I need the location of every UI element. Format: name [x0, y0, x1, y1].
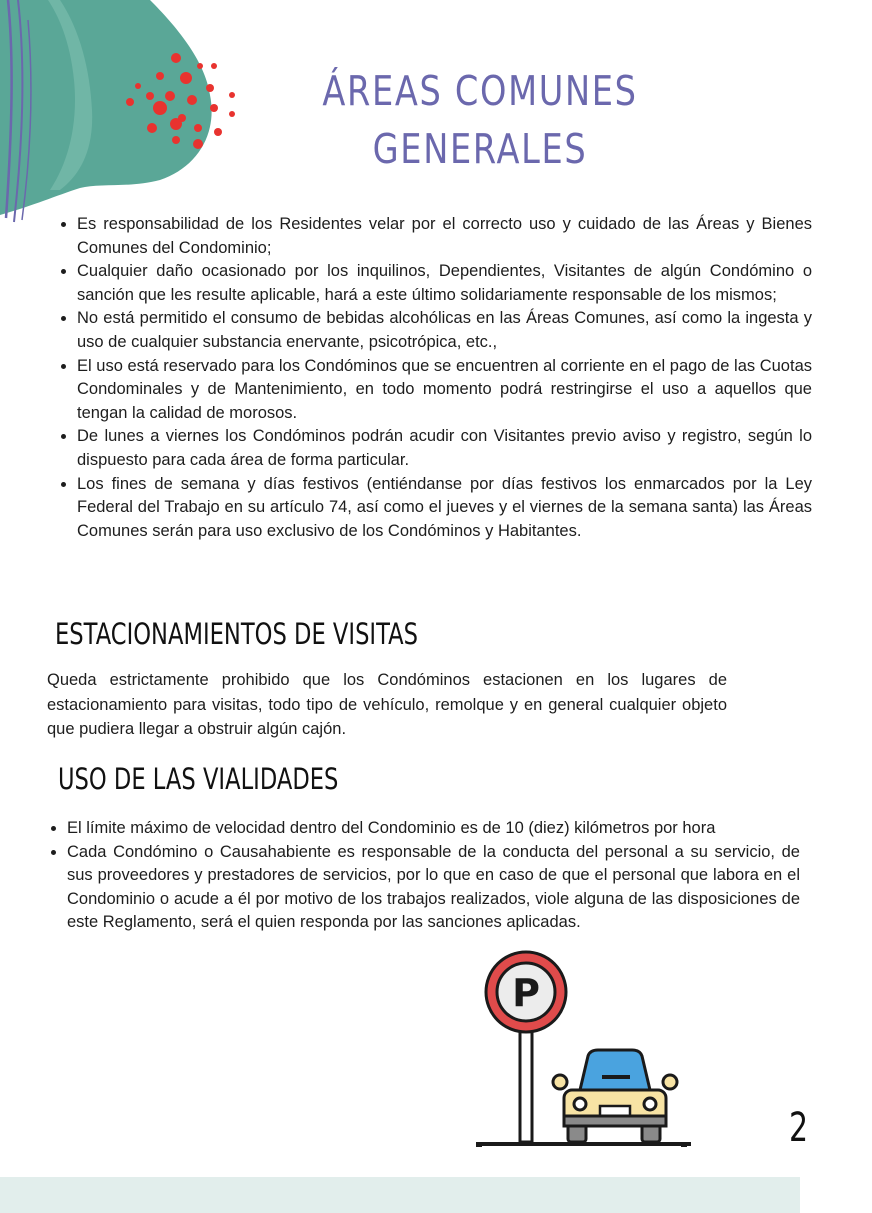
parking-car-icon: [476, 950, 691, 1150]
areas-bullet-list: [60, 213, 812, 543]
areas-list-item-text: , en todo momento podrá restringirse el uso a aquellos que tengan la calidad de morosos.: [77, 380, 812, 422]
roads-heading: USO DE LAS VIALIDADES: [58, 762, 339, 796]
areas-list-item: [60, 355, 812, 426]
roads-list-item: [50, 841, 800, 935]
areas-list-item-text: lunes a viernes: [104, 427, 219, 446]
parking-heading: ESTACIONAMIENTOS DE VISITAS: [55, 617, 418, 651]
parking-sign-letter: P: [512, 971, 540, 1015]
title-line-1: ÁREAS COMUNES: [322, 67, 638, 115]
areas-list-item-text: los Condóminos podrán acudir con Visitantes previo aviso y registro, según lo dispuesto para cada área de forma particular.: [77, 427, 812, 469]
roads-bullet-list: [50, 817, 800, 935]
areas-list-item-text: (entiéndanse por días festivos los enmarcados por la Ley Federal del Trabajo en su artículo 74, así como el jueves y el viernes de la semana santa): [77, 474, 812, 517]
page-number: 2: [789, 1105, 809, 1151]
roads-list-section: [50, 817, 800, 935]
title-line-2: GENERALES: [372, 125, 588, 173]
footer-band: [0, 1177, 800, 1213]
areas-list-item-text: Los fines de semana y días festivos: [77, 474, 359, 493]
roads-list-item-text: Cada Condómino o Causahabiente es responsable de la conducta del personal a su servicio, de sus proveedores y prestadores de servicios, por lo que en caso de que el personal que labora en el Condominio o acude a él por motivo de los trabajos realizados, viole alguna de las disposiciones de este Reglamento, será el quien responda por las sanciones aplicadas.: [67, 842, 800, 932]
areas-list-item: [60, 260, 812, 307]
parking-paragraph: Queda estrictamente prohibido que los Condóminos estacionen en los lugares de estacionamiento para visitas, todo tipo de vehículo, remolque y en general cualquier objeto que pudiera llegar a obstruir algún cajón.: [47, 671, 727, 738]
roads-list-item: [50, 817, 800, 841]
areas-list-item: [60, 473, 812, 544]
roads-list-item-text: El límite máximo de velocidad dentro del Condominio es de 10 (diez) kilómetros por hora: [67, 819, 716, 837]
page-title: [308, 62, 652, 178]
areas-list-item-text: El uso está reservado para los Condóminos que se encuentren al corriente en el pago de las Cuotas Condominales y de Mantenimiento: [77, 356, 812, 399]
areas-list-item: [60, 425, 812, 472]
areas-list-item-text: Cualquier daño ocasionado por los inquilinos, Dependientes, Visitantes de algún Condómino o sanción que les resulte aplicable, hará a este último solidariamente responsable de los mismos;: [77, 262, 812, 304]
areas-list-item: [60, 213, 812, 260]
areas-list-item: [60, 307, 812, 354]
areas-list-section: [60, 213, 812, 543]
areas-list-item-text: las Áreas Comunes serán para uso exclusivo de los Condóminos y Habitantes.: [77, 498, 812, 540]
areas-list-item-text: Es responsabilidad de los Residentes velar por el correcto uso y cuidado de las Áreas y Bienes Comunes del Condominio;: [77, 215, 812, 257]
areas-list-item-text: No está permitido el consumo de bebidas alcohólicas: [77, 309, 471, 328]
decorative-brush-graphic: [0, 0, 250, 225]
areas-list-item-text: en las Áreas Comunes, así como la ingesta y uso de cualquier substancia enervante, psicotrópica, etc.,: [77, 309, 812, 351]
areas-list-item-text: De: [77, 427, 105, 446]
